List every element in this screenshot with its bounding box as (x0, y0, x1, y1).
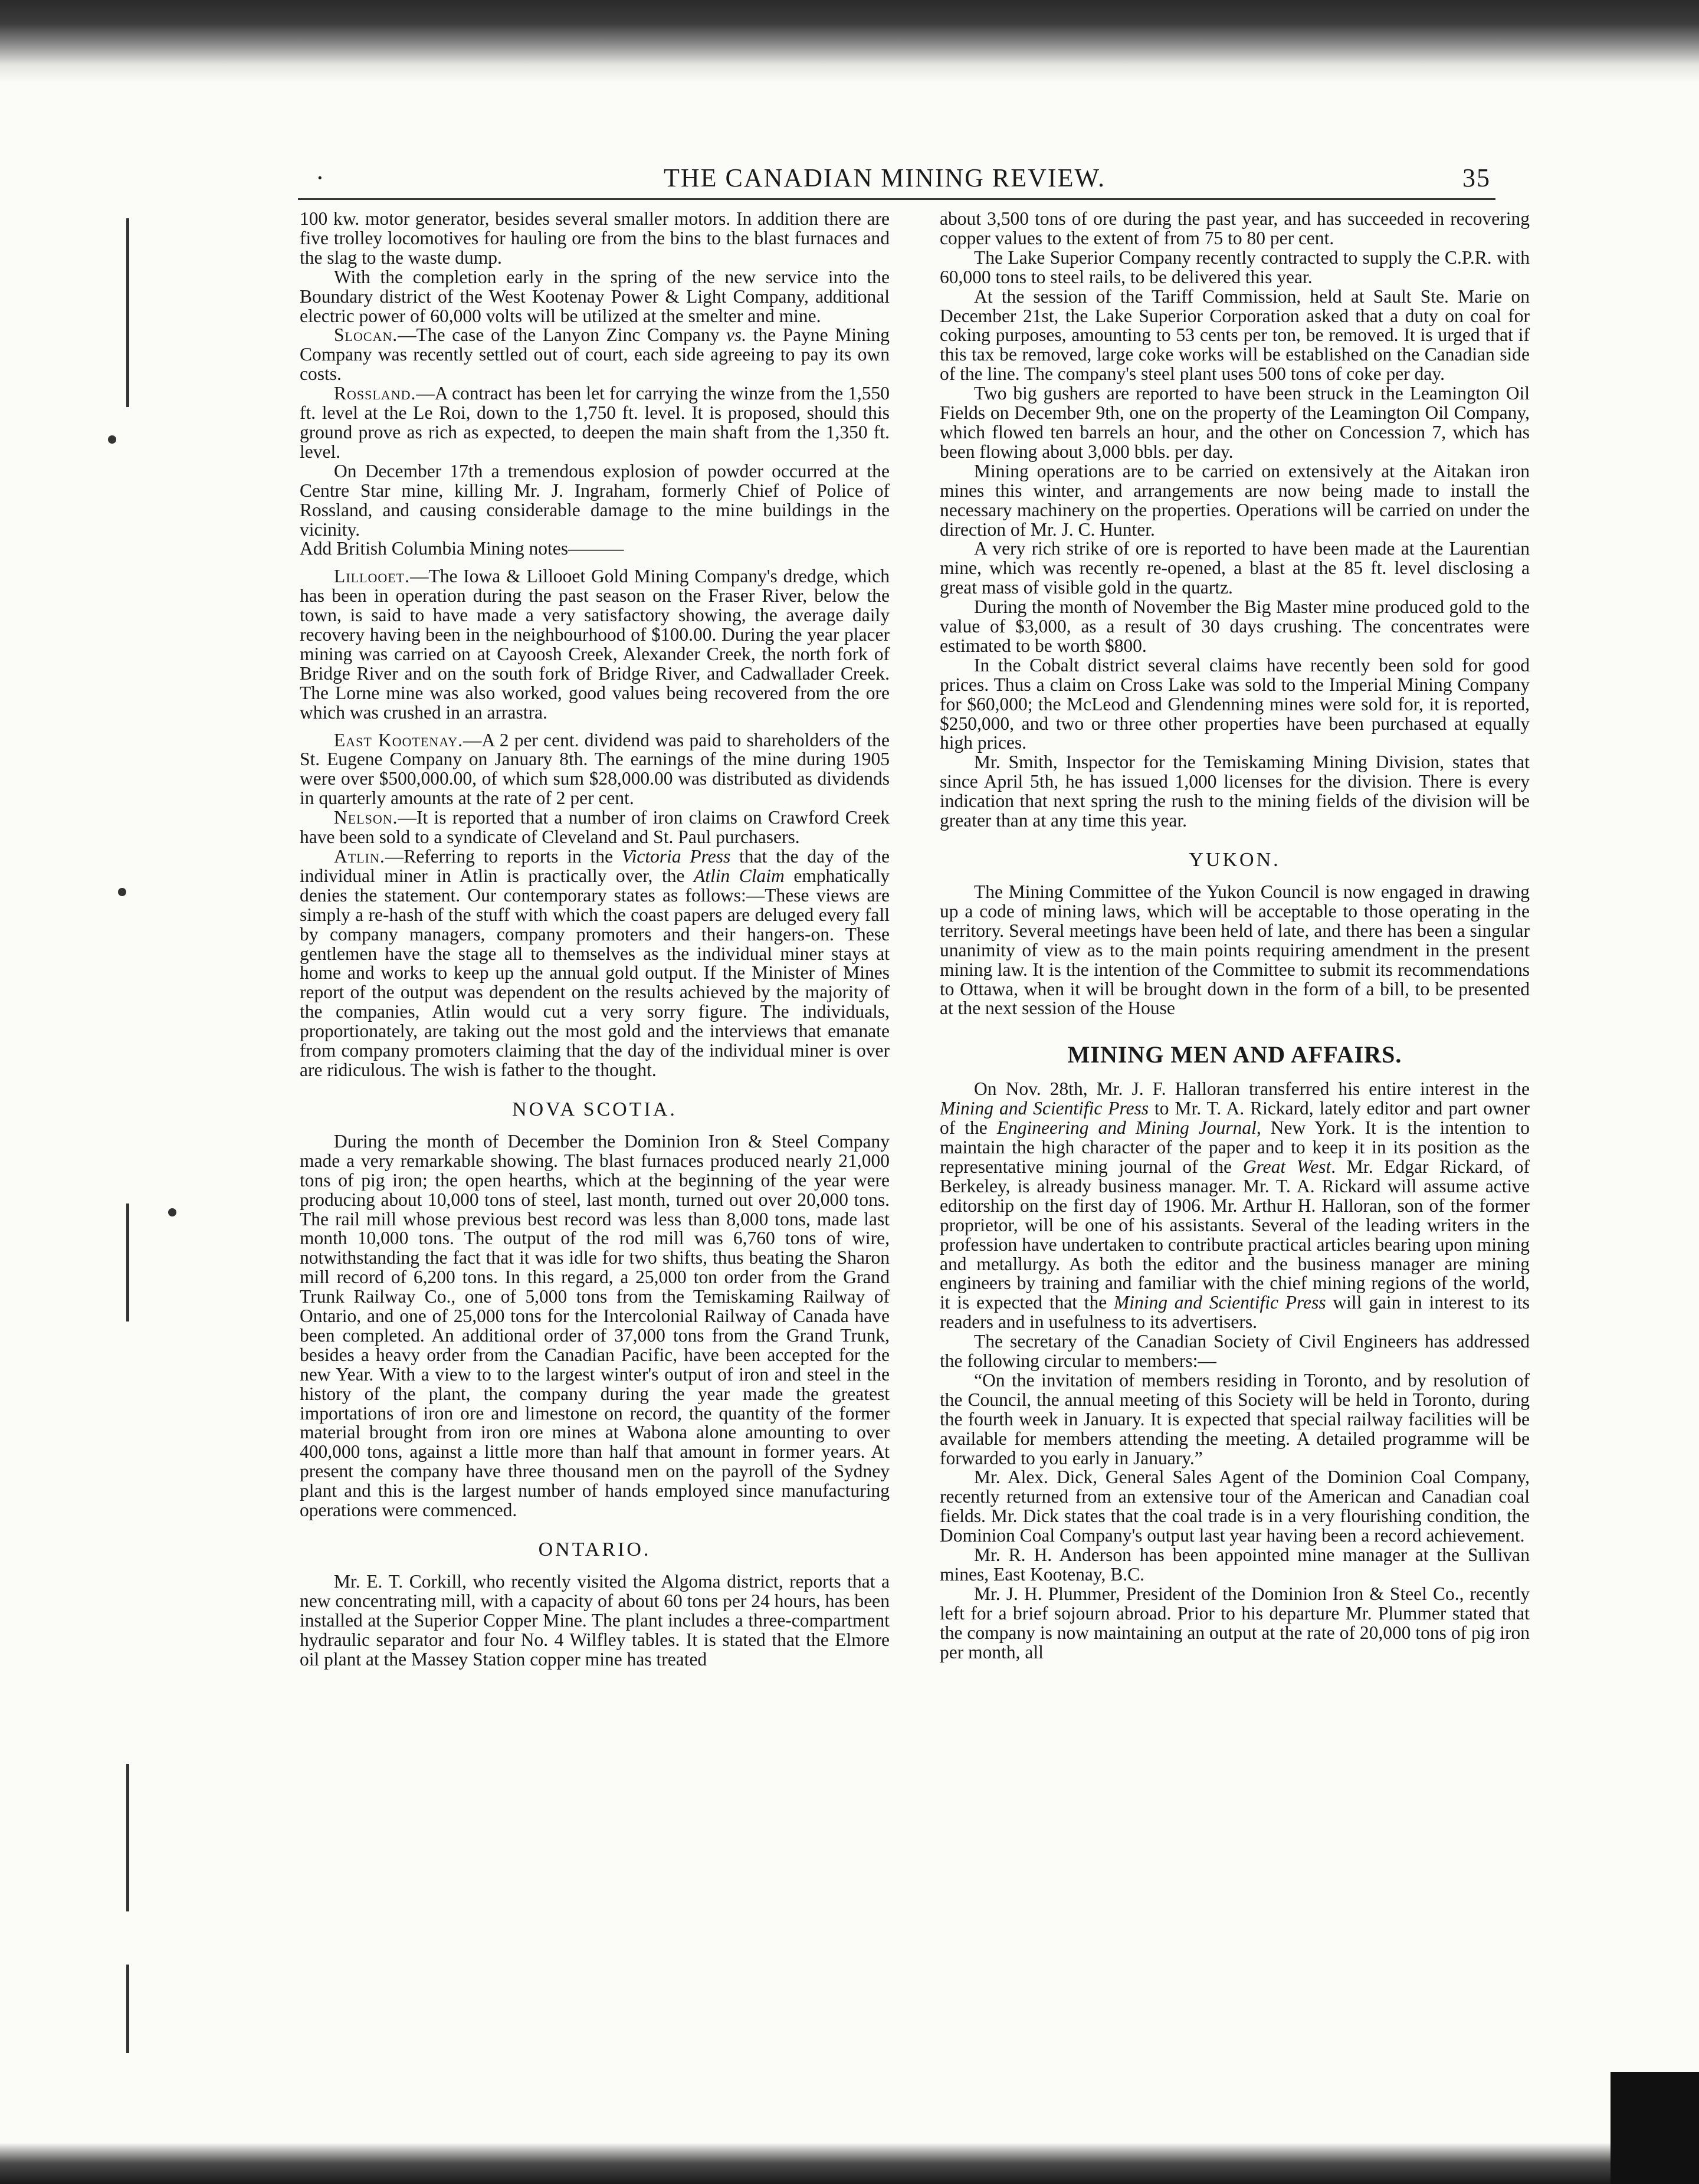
margin-rule (126, 218, 129, 407)
margin-rule (126, 1965, 129, 2053)
district-lead: Atlin. (334, 846, 385, 867)
scan-corner-shadow (1611, 2072, 1699, 2184)
paragraph: At the session of the Tariff Commission, held at Sault Ste. Marie on December 21st, the Lake Superior Corporation asked that a duty on coal for coking purposes, amounting to 53 cents per ton, be removed. It is urged that if this tax be removed, large coke works will be established on the Canadian side of the line. The company's steel plant uses 500 tons of coke per day. (940, 286, 1530, 385)
paragraph: The secretary of the Canadian Society of Civil Engineers has addressed the following circular to members:— (940, 1331, 1530, 1372)
paragraph: Two big gushers are reported to have been struck in the Leamington Oil Fields on December 9th, one on the property of the Leamington Oil Company, which flowed ten barrels an hour, and the other on Concession 7, which has been flowing about 3,000 bbls. per day. (940, 383, 1530, 462)
paragraph: Mr. J. H. Plummer, President of the Dominion Iron & Steel Co., recently left for a brief sojourn abroad. Prior to his departure Mr. Plummer stated that the company is now maintaining an output at the rate of 20,000 tons of pig iron per month, all (940, 1583, 1530, 1662)
margin-dot (108, 435, 116, 444)
paragraph: The Mining Committee of the Yukon Council is now engaged in drawing up a code of mining laws, which will be acceptable to those operating in the territory. Several meetings have been held of late, and there has been a singular unanimity of view as to the main points requiring amendment in the present mining law. It is the intention of the Committee to submit its recommendations to Ottawa, when it will be brought down in the form of a bill, to be presented at the next session of the House (940, 881, 1530, 1019)
paragraph: In the Cobalt district several claims have recently been sold for good prices. Thus a claim on Cross Lake was sold to the Imperial Mining Company for $60,000; the McLeod and Glendenning mines were sold for, it is reported, $250,000, and two or three other properties have been purchased at equally high prices. (940, 654, 1530, 753)
district-lead: Nelson. (334, 807, 398, 828)
page-header (298, 159, 1495, 200)
quoted-circular: “On the invitation of members residing in Toronto, and by resolution of the Council, the annual meeting of this Society will be held in Toronto, during the fourth week in January. It is expected that special railway facilities will be available for members attending the meeting. A detailed programme will be forwarded to you early in January.” (940, 1369, 1530, 1468)
margin-rule (126, 1764, 129, 1911)
paragraph: On Nov. 28th, Mr. J. F. Halloran transferred his entire interest in the Mining and Scientific Press to Mr. T. A. Rickard, lately editor and part owner of the Engineering and Mining Journal, New York. It is the intention to maintain the high character of the paper and to keep it in its position as the representative mining journal of the Great West. Mr. Edgar Rickard, of Berkeley, is already business manager. Mr. T. A. Rickard will assume active editorship on the first day of 1906. Mr. Arthur H. Halloran, son of the former proprietor, will be one of his assistants. Several of the leading writers in the profession have undertaken to contribute practical articles bearing upon mining and metallurgy. As both the editor and the business manager are mining engineers by training and familiar with the chief mining regions of the world, it is expected that the Mining and Scientific Press will gain in interest to its readers and in usefulness to its advertisers. (940, 1078, 1530, 1333)
paragraph: Mr. E. T. Corkill, who recently visited the Algoma district, reports that a new concentrating mill, with a capacity of about 60 tons per 24 hours, has been installed at the Superior Copper Mine. The plant includes a three-compartment hydraulic separator and four No. 4 Wilfley tables. It is stated that the Elmore oil plant at the Massey Station copper mine has treated (300, 1571, 890, 1670)
section-heading-yukon: YUKON. (1189, 849, 1281, 871)
paragraph: Mr. Smith, Inspector for the Temiskaming Mining Division, states that since April 5th, he has issued 1,000 licenses for the division. There is every indication that next spring the rush to the mining fields of the division will be greater than at any time this year. (940, 752, 1530, 831)
paragraph: about 3,500 tons of ore during the past year, and has succeeded in recovering copper values to the extent of from 75 to 80 per cent. (940, 209, 1530, 248)
paragraph: Mr. Alex. Dick, General Sales Agent of the Dominion Coal Company, recently returned from an extensive tour of the American and Canadian coal fields. Mr. Dick states that the coal trade is in a very flourishing condition, the Dominion Coal Company's output last year having been a record achievement. (940, 1467, 1530, 1546)
paragraph-slocan: Slocan.—The case of the Lanyon Zinc Company vs. the Payne Mining Company was recently settled out of court, each side agreeing to pay its own costs. (300, 324, 890, 385)
paragraph-east-kootenay: East Kootenay.—A 2 per cent. dividend was paid to shareholders of the St. Eugene Company on January 8th. The earnings of the mine during 1905 were over $500,000.00, of which sum $28,000.00 was distributed as dividends in quarterly amounts at the rate of 2 per cent. (300, 729, 890, 809)
district-lead: Slocan. (334, 324, 398, 346)
paragraph: With the completion early in the spring of the new service into the Boundary district of the West Kootenay Power & Light Company, additional electric power of 60,000 volts will be utilized at the smelter and mine. (300, 266, 890, 326)
page-number: 35 (1462, 163, 1491, 192)
margin-rule (126, 1204, 129, 1321)
paragraph: The Lake Superior Company recently contracted to supply the C.P.R. with 60,000 tons to steel rails, to be delivered this year. (940, 247, 1530, 287)
paragraph-rossland: Rossland.—A contract has been let for carrying the winze from the 1,550 ft. level at the Le Roi, down to the 1,750 ft. level. It is proposed, should this ground prove as rich as expected, to deepen the main shaft from the 1,350 ft. level. (300, 383, 890, 462)
scan-bottom-edge (0, 2143, 1699, 2184)
left-column (300, 209, 890, 2080)
header-mark: · (316, 163, 326, 192)
margin-dot (168, 1208, 176, 1216)
paragraph: On December 17th a tremendous explosion of powder occurred at the Centre Star mine, killing Mr. J. Ingraham, formerly Chief of Police of Rossland, and causing considerable damage to the mine buildings in the vicinity. (300, 460, 890, 540)
paragraph: Mr. R. H. Anderson has been appointed mine manager at the Sullivan mines, East Kootenay, B.C. (940, 1544, 1530, 1585)
margin-dot (118, 888, 126, 896)
journal-title: THE CANADIAN MINING REVIEW. (664, 163, 1106, 192)
paragraph: 100 kw. motor generator, besides several smaller motors. In addition there are five trolley locomotives for hauling ore from the bins to the blast furnaces and the slag to the waste dump. (300, 209, 890, 268)
section-heading-mining-men: MINING MEN AND AFFAIRS. (1067, 1041, 1402, 1068)
paragraph-nelson: Nelson.—It is reported that a number of iron claims on Crawford Creek have been sold to a syndicate of Cleveland and St. Paul purchasers. (300, 807, 890, 848)
district-lead: East Kootenay. (334, 729, 463, 750)
editor-note: Add British Columbia Mining notes——— (300, 538, 624, 559)
paragraph: A very rich strike of ore is reported to have been made at the Laurentian mine, which was recently re-opened, a blast at the 85 ft. level disclosing a great mass of visible gold in the quartz. (940, 538, 1530, 598)
paragraph: Mining operations are to be carried on extensively at the Aitakan iron mines this winter, and arrangements are now being made to install the necessary machinery on the properties. Operations will be carried on under the direction of Mr. J. C. Hunter. (940, 460, 1530, 540)
paragraph-lillooet: Lillooet.—The Iowa & Lillooet Gold Mining Company's dredge, which has been in operation during the past season on the Fraser River, below the town, is said to have made a very satisfactory showing, the average daily recovery having been in the neighbourhood of $100.00. During the year placer mining was carried on at Cayoosh Creek, Alexander Creek, the north fork of Bridge River and on the south fork of Bridge River, and Cadwallader Creek. The Lorne mine was also worked, good values being recovered from the ore which was crushed in an arrastra. (300, 566, 890, 723)
right-column (940, 209, 1530, 2080)
section-heading-nova-scotia: NOVA SCOTIA. (512, 1098, 677, 1120)
district-lead: Lillooet. (334, 566, 410, 587)
scan-top-edge (0, 0, 1699, 83)
paragraph-atlin: Atlin.—Referring to reports in the Victoria Press that the day of the individual miner in Atlin is practically over, the Atlin Claim emphatically denies the statement. Our contemporary states as follows:—These views are simply a re-hash of the stuff with which the coast papers are deluged every fall by company managers, company promoters and their hangers-on. These gentlemen have the stage all to themselves as the individual miner stays at home and works to keep up the annual gold output. If the Minister of Mines report of the output was dependent on the results achieved by the majority of the companies, Atlin would cut a very sorry figure. The individuals, proportionately, are taking out the most gold and the interviews that emanate from company promoters claiming that the day of the individual miner is over are ridiculous. The wish is father to the thought. (300, 846, 890, 1080)
district-lead: Rossland. (334, 383, 416, 404)
paragraph: During the month of November the Big Master mine produced gold to the value of $3,000, as a result of 30 days crushing. The concentrates were estimated to be worth $800. (940, 596, 1530, 656)
paragraph: During the month of December the Dominion Iron & Steel Company made a very remarkable showing. The blast furnaces produced nearly 21,000 tons of pig iron; the open hearths, which at the beginning of the year were producing about 10,000 tons of steel, last month, turned out over 20,000 tons. The rail mill whose previous best record was less than 8,000 tons, made last month 10,000 tons. The output of the rod mill was 6,760 tons of wire, notwithstanding the fact that it was idle for two shifts, thus beating the Sharon mill record of 6,200 tons. In this regard, a 25,000 ton order from the Grand Trunk Railway Co., one of 5,000 tons from the Temiskaming Railway of Ontario, and one of 25,000 tons for the Intercolonial Railway of Canada have been completed. An additional order of 37,000 tons from the Grand Trunk, besides a heavy order from the Canadian Pacific, have been accepted for the new Year. With a view to to the largest winter's output of iron and steel in the history of the plant, the company during the year made the greatest importations of iron ore and limestone on record, the quantity of the former material brought from iron ore mines at Wabona alone amounting to over 400,000 tons, against a little more than half that amount in former years. At present the company have three thousand men on the payroll of the Sydney plant and this is the largest number of hands employed since manufacturing operations were commenced. (300, 1130, 890, 1521)
section-heading-ontario: ONTARIO. (538, 1539, 651, 1560)
